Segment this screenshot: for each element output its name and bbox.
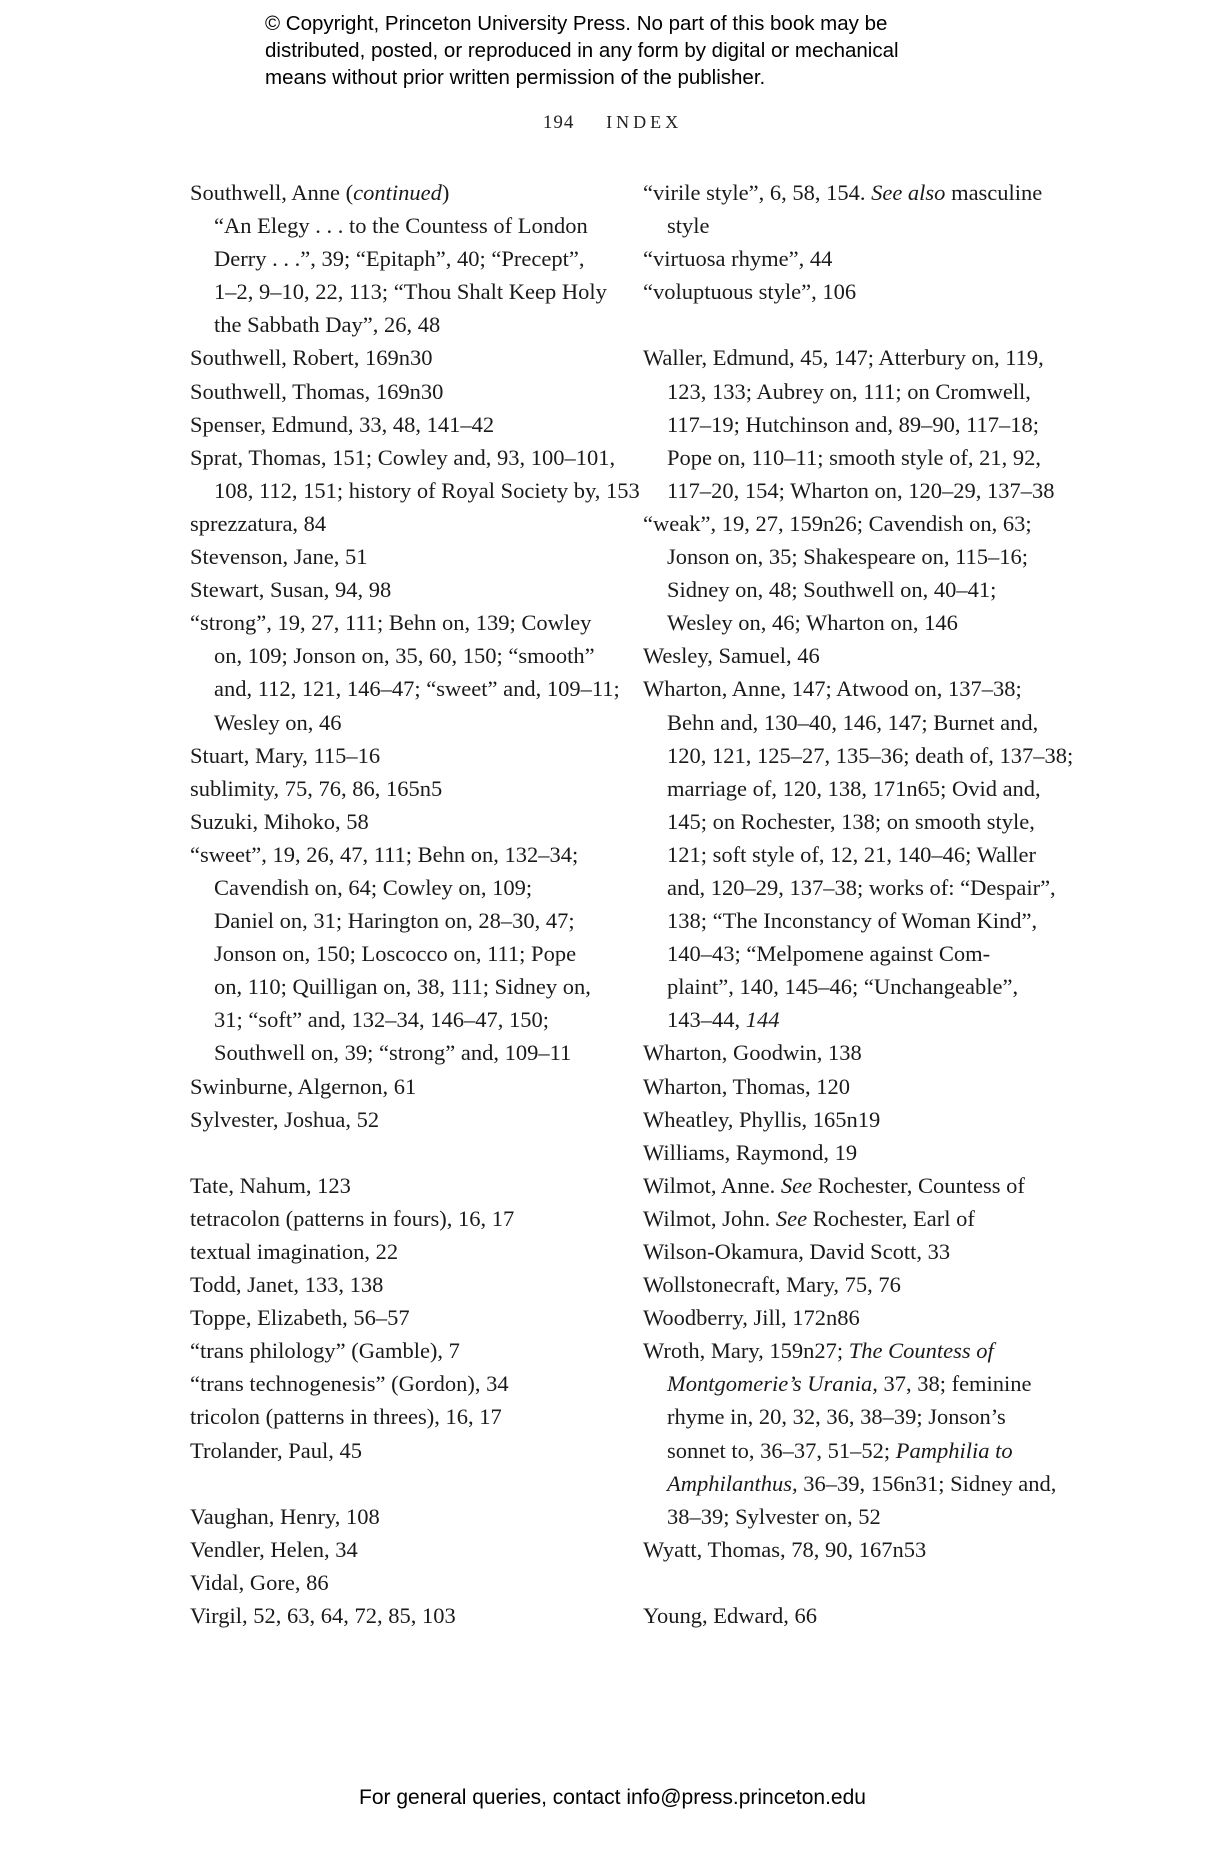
- index-entry: tetracolon (patterns in fours), 16, 17: [190, 1205, 515, 1231]
- index-column-right: [643, 176, 1074, 1632]
- letter-group-gap: [190, 1467, 605, 1500]
- index-entry: Wilmot, John. See Rochester, Earl of: [643, 1205, 975, 1231]
- index-entry: Wharton, Thomas, 120: [643, 1073, 851, 1099]
- index-entry: Stuart, Mary, 115–16: [190, 742, 381, 768]
- index-entry: Virgil, 52, 63, 64, 72, 85, 103: [190, 1603, 456, 1629]
- index-entry: Southwell, Thomas, 169n30: [190, 378, 444, 404]
- index-entry: Spenser, Edmund, 33, 48, 141–42: [190, 411, 495, 437]
- index-entry: Tate, Nahum, 123: [190, 1172, 351, 1198]
- running-head: [0, 112, 1225, 134]
- index-entry: Waller, Edmund, 45, 147; Atterbury on, 119, 123, 133; Aubrey on, 111; on Cromwell, 117–19; Hutchinson and, 89–90, 117–18; Pope on, 110–11; smooth style of, 21, 92, 117–20, 154; Wharton on, 120–29, 137–38: [643, 345, 1055, 503]
- index-entry: Todd, Janet, 133, 138: [190, 1272, 384, 1298]
- index-entry: Trolander, Paul, 45: [190, 1437, 363, 1463]
- index-entry: Wyatt, Thomas, 78, 90, 167n53: [643, 1536, 927, 1562]
- index-entry: “weak”, 19, 27, 159n26; Cavendish on, 63; Jonson on, 35; Shakespeare on, 115–16; Sidney on, 48; Southwell on, 40–41; Wesley on, 46; Wharton on, 146: [643, 510, 1032, 636]
- letter-group-gap: [190, 1136, 605, 1169]
- page-number: 194: [542, 112, 575, 133]
- index-entry: Swinburne, Algernon, 61: [190, 1073, 417, 1099]
- index-entry: “strong”, 19, 27, 111; Behn on, 139; Cowley on, 109; Jonson on, 35, 60, 150; “smooth” and, 112, 121, 146–47; “sweet” and, 109–11; Wesley on, 46: [190, 610, 620, 735]
- copyright-line-3: means without prior written permission of the publisher.: [265, 66, 766, 89]
- index-entry: Sprat, Thomas, 151; Cowley and, 93, 100–101, 108, 112, 151; history of Royal Society by, 153: [190, 444, 640, 503]
- copyright-line-2: distributed, posted, or reproduced in any form by digital or mechanical: [265, 39, 899, 62]
- index-entry: tricolon (patterns in threes), 16, 17: [190, 1404, 502, 1430]
- index-entry: Vendler, Helen, 34: [190, 1536, 358, 1562]
- index-entry: sublimity, 75, 76, 86, 165n5: [190, 775, 443, 801]
- index-entry: Wheatley, Phyllis, 165n19: [643, 1106, 881, 1132]
- copyright-line-1: © Copyright, Princeton University Press. No part of this book may be: [265, 12, 888, 35]
- letter-group-gap: [643, 308, 1058, 341]
- letter-group-gap: [643, 1566, 1058, 1599]
- index-entry: Woodberry, Jill, 172n86: [643, 1305, 860, 1331]
- index-entry: “trans philology” (Gamble), 7: [190, 1338, 460, 1364]
- index-entry: Southwell, Robert, 169n30: [190, 345, 433, 371]
- page-title: INDEX: [606, 112, 683, 132]
- index-entry: textual imagination, 22: [190, 1239, 399, 1264]
- index-entry: “virtuosa rhyme”, 44: [643, 246, 833, 272]
- index-entry: Wharton, Anne, 147; Atwood on, 137–38; Behn and, 130–40, 146, 147; Burnet and, 120, 121, 125–27, 135–36; death of, 137–38; marriage of, 120, 138, 171n65; Ovid and, 145; on Rochester, 138; on smooth style, 121; soft style of, 12, 21, 140–46; Waller and, 120–29, 137–38; works of: “Despair”, 138; “The Inconstancy of Woman Kind”, 140–43; “Melpomene against Com- plaint”, 140, 145–46; “Unchangeable”, 143–44, 144: [643, 676, 1074, 1033]
- index-entry: Wroth, Mary, 159n27; The Countess of Montgomerie’s Urania, 37, 38; feminine rhyme in, 20, 32, 36, 38–39; Jonson’s sonnet to, 36–37, 51–52; Pamphilia to Amphilanthus, 36–39, 156n31; Sidney and, 38–39; Sylvester on, 52: [643, 1338, 1057, 1529]
- copyright-notice: [265, 10, 1025, 91]
- index-entry: Sylvester, Joshua, 52: [190, 1106, 380, 1132]
- index-entry: Young, Edward, 66: [643, 1603, 817, 1629]
- index-entry: Wesley, Samuel, 46: [643, 643, 820, 669]
- index-entry: “trans technogenesis” (Gordon), 34: [190, 1371, 509, 1397]
- index-entry: “sweet”, 19, 26, 47, 111; Behn on, 132–34; Cavendish on, 64; Cowley on, 109; Daniel on, 31; Harington on, 28–30, 47; Jonson on, 150; Loscocco on, 111; Pope on, 110; Quilligan on, 38, 111; Sidney on, 31; “soft” and, 132–34, 146–47, 150; Southwell on, 39; “strong” and, 109–11: [190, 841, 591, 1066]
- index-entry: “voluptuous style”, 106: [643, 279, 857, 305]
- index-entry: Stewart, Susan, 94, 98: [190, 577, 392, 603]
- index-entry: sprezzatura, 84: [190, 510, 327, 536]
- footer-contact: For general queries, contact info@press.princeton.edu: [359, 1786, 866, 1809]
- index-entry: Southwell, Anne (continued) “An Elegy . . . to the Countess of London Derry . . .”, 39; “Epitaph”, 40; “Precept”, 1–2, 9–10, 22, 113; “Thou Shalt Keep Holy the Sabbath Day”, 26, 48: [190, 180, 607, 338]
- index-entry: Stevenson, Jane, 51: [190, 544, 368, 570]
- index-entry: Vaughan, Henry, 108: [190, 1503, 380, 1529]
- index-column-left: [190, 176, 640, 1632]
- index-entry: Wollstonecraft, Mary, 75, 76: [643, 1272, 901, 1298]
- index-entry: Suzuki, Mihoko, 58: [190, 808, 369, 834]
- index-entry: Vidal, Gore, 86: [190, 1569, 329, 1595]
- index-entry: Wilson-Okamura, David Scott, 33: [643, 1239, 951, 1264]
- index-entry: “virile style”, 6, 58, 154. See also masculine style: [643, 180, 1043, 239]
- index-entry: Wilmot, Anne. See Rochester, Countess of: [643, 1172, 1025, 1198]
- index-entry: Toppe, Elizabeth, 56–57: [190, 1305, 410, 1331]
- index-entry: Williams, Raymond, 19: [643, 1139, 858, 1165]
- index-entry: Wharton, Goodwin, 138: [643, 1040, 862, 1066]
